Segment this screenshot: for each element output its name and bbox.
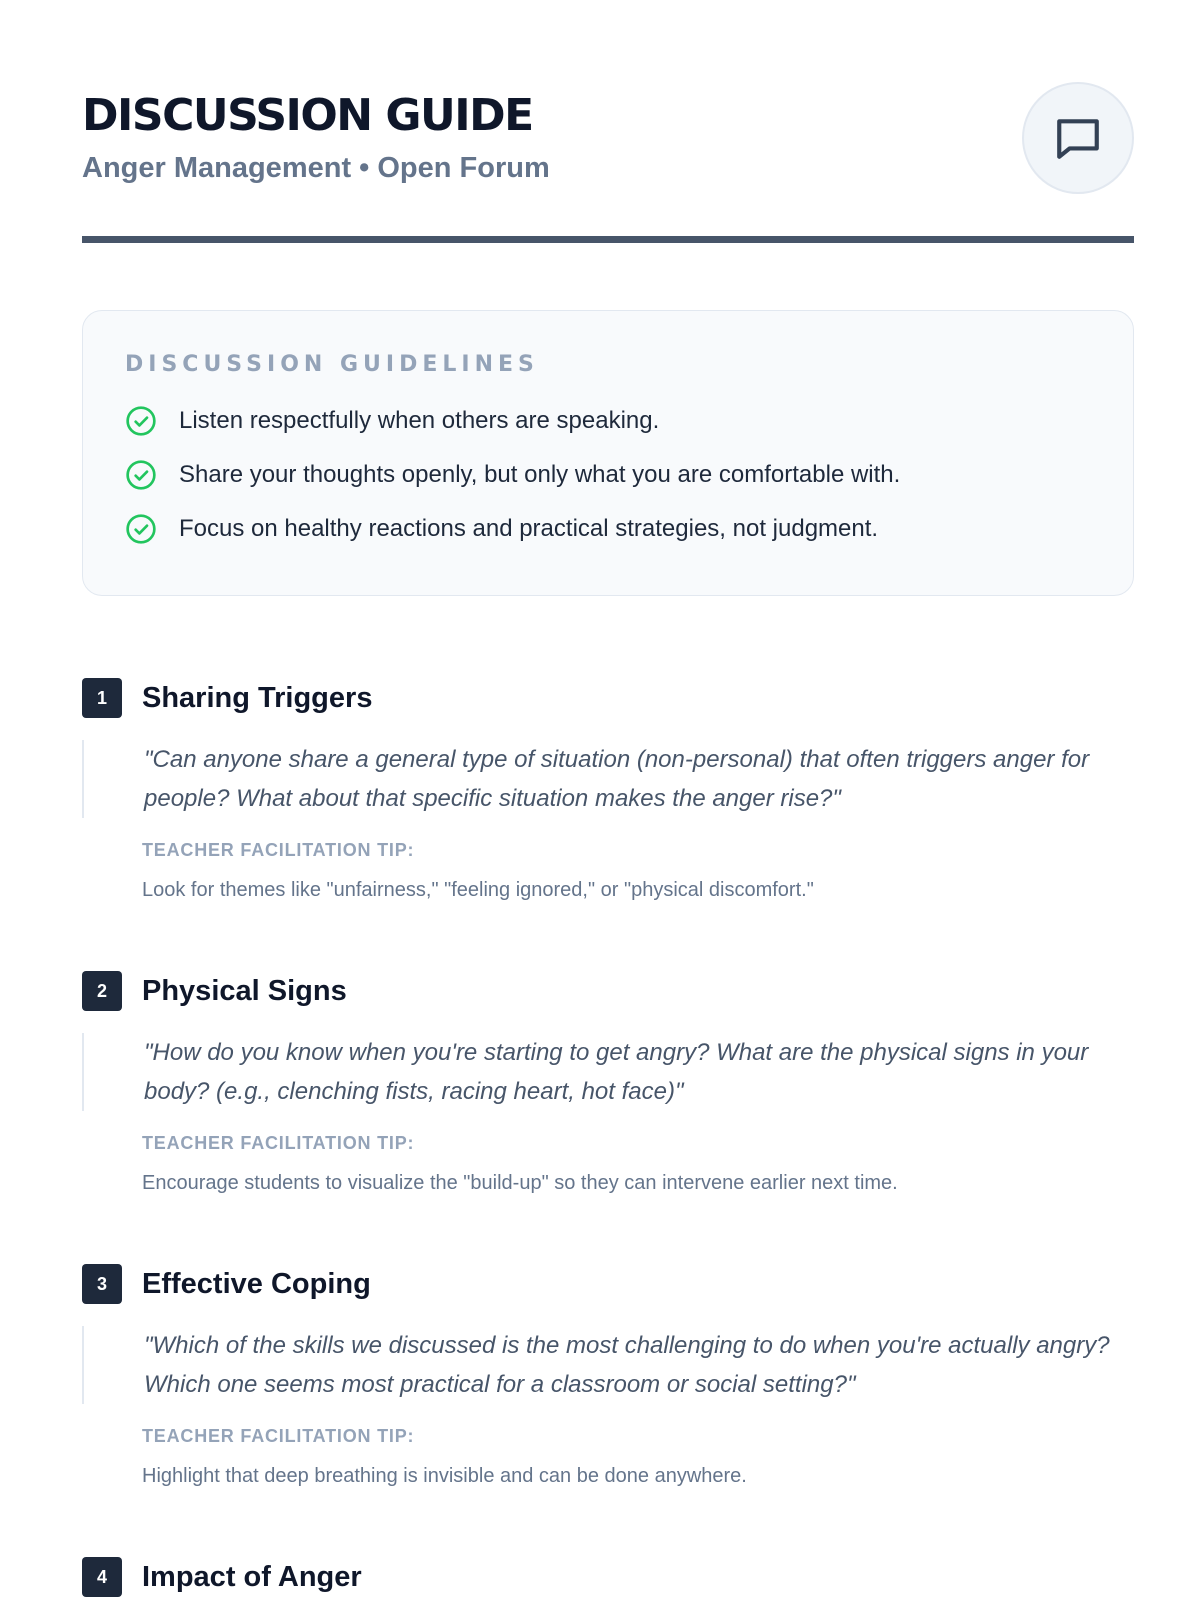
guideline-text: Share your thoughts openly, but only what you are comfortable with. xyxy=(179,461,901,488)
facilitation-tip xyxy=(142,838,1134,904)
question-block xyxy=(82,1557,1134,1597)
tip-label: TEACHER FACILITATION TIP: xyxy=(142,1133,415,1153)
check-circle-icon xyxy=(125,405,157,437)
tip-text: Encourage students to visualize the "build-up" so they can intervene earlier next time. xyxy=(142,1172,898,1194)
question-block xyxy=(82,1264,1134,1490)
question-number-badge: 1 xyxy=(82,678,122,718)
guideline-item xyxy=(125,511,1091,547)
check-circle-icon xyxy=(125,513,157,545)
question-quote-block xyxy=(82,1033,1134,1111)
tip-text: Look for themes like "unfairness," "feeling ignored," or "physical discomfort." xyxy=(142,879,814,901)
guidelines-heading: DISCUSSION GUIDELINES xyxy=(125,352,539,377)
question-prompt: "Can anyone share a general type of situation (non-personal) that often triggers anger for people? What about that specific situation makes the anger rise?" xyxy=(144,746,1090,812)
question-block xyxy=(82,678,1134,904)
guideline-item xyxy=(125,403,1091,439)
tip-text: Highlight that deep breathing is invisible and can be done anywhere. xyxy=(142,1465,747,1487)
question-prompt: "Which of the skills we discussed is the most challenging to do when you're actually angry? Which one seems most practical for a classroom or social setting?" xyxy=(144,1332,1110,1398)
question-number-badge: 4 xyxy=(82,1557,122,1597)
guideline-item xyxy=(125,457,1091,493)
header-divider xyxy=(82,236,1134,243)
guideline-text: Listen respectfully when others are speaking. xyxy=(179,407,660,434)
page-header xyxy=(82,82,1134,242)
question-quote-block xyxy=(82,1326,1134,1404)
question-number-badge: 2 xyxy=(82,971,122,1011)
facilitation-tip xyxy=(142,1424,1134,1490)
question-header xyxy=(82,1557,1134,1597)
question-header xyxy=(82,971,1134,1011)
page-subtitle: Anger Management • Open Forum xyxy=(82,152,550,184)
question-title: Sharing Triggers xyxy=(142,682,373,714)
question-number-badge: 3 xyxy=(82,1264,122,1304)
question-block xyxy=(82,971,1134,1197)
guideline-text: Focus on healthy reactions and practical strategies, not judgment. xyxy=(179,515,879,542)
question-prompt: "How do you know when you're starting to get angry? What are the physical signs in your body? (e.g., clenching fists, racing heart, hot face)" xyxy=(144,1039,1089,1105)
tip-label: TEACHER FACILITATION TIP: xyxy=(142,840,415,860)
question-title: Physical Signs xyxy=(142,975,347,1007)
question-header xyxy=(82,678,1134,718)
question-header xyxy=(82,1264,1134,1304)
page-title: DISCUSSION GUIDE xyxy=(82,90,533,141)
question-quote-block xyxy=(82,740,1134,818)
facilitation-tip xyxy=(142,1131,1134,1197)
check-circle-icon xyxy=(125,459,157,491)
chat-bubble-icon xyxy=(1053,113,1103,163)
tip-label: TEACHER FACILITATION TIP: xyxy=(142,1426,415,1446)
guidelines-card xyxy=(82,310,1134,596)
question-title: Effective Coping xyxy=(142,1268,371,1300)
question-title: Impact of Anger xyxy=(142,1561,362,1593)
chat-badge xyxy=(1022,82,1134,194)
